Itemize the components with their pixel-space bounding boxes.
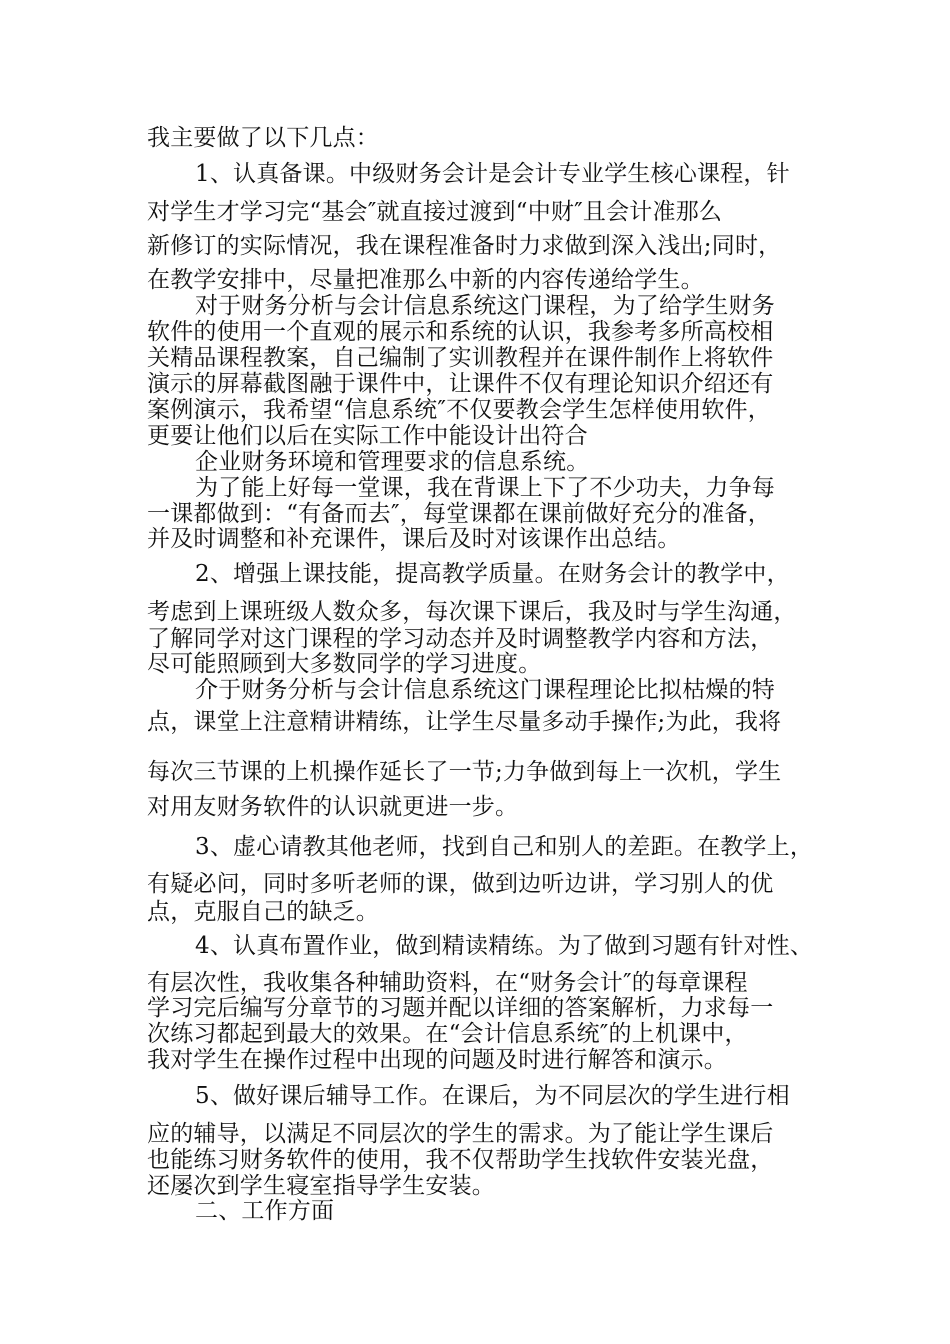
text-line: 介于财务分析与会计信息系统这门课程理论比拟枯燥的特	[195, 677, 775, 703]
text-line: 尽可能照顾到大多数同学的学习进度。	[147, 651, 542, 677]
text-line: 学习完后编写分章节的习题并配以详细的答案解析，力求每一	[147, 995, 774, 1021]
text-line: 点，克服自己的缺乏。	[147, 899, 379, 925]
text-line: 有疑必问，同时多听老师的课，做到边听边讲，学习别人的优	[147, 871, 774, 897]
text-line: 了解同学对这门课程的学习动态并及时调整教学内容和方法，	[147, 626, 774, 652]
section-heading: 二、工作方面	[195, 1198, 335, 1224]
text-line: 企业财务环境和管理要求的信息系统。	[195, 449, 590, 475]
text-line: 对于财务分析与会计信息系统这门课程，为了给学生财务	[195, 293, 775, 319]
text-line: 应的辅导，以满足不同层次的学生的需求。为了能让学生课后	[147, 1121, 774, 1147]
text-line: 关精品课程教案，自己编制了实训教程并在课件制作上将软件	[147, 345, 774, 371]
text-line: 对学生才学习完“基会″就直接过渡到“中财″且会计准那么	[147, 199, 723, 225]
text-line: 次练习都起到最大的效果。在“会计信息系统″的上机课中，	[147, 1021, 748, 1047]
text-line: 1、认真备课。中级财务会计是会计专业学生核心课程，针	[195, 161, 790, 187]
text-line: 为了能上好每一堂课，我在背课上下了不少功夫，力争每	[195, 475, 775, 501]
text-line: 考虑到上课班级人数众多，每次课下课后，我及时与学生沟通，	[147, 599, 797, 625]
text-line: 2、增强上课技能，提高教学质量。在财务会计的教学中，	[195, 561, 790, 587]
text-line: 软件的使用一个直观的展示和系统的认识，我参考多所高校相	[147, 319, 774, 345]
text-line: 我主要做了以下几点：	[147, 125, 379, 151]
text-line: 有层次性，我收集各种辅助资料，在“财务会计″的每章课程	[147, 970, 748, 996]
text-line: 4、认真布置作业，做到精读精练。为了做到习题有针对性、	[195, 933, 814, 959]
text-line: 点，课堂上注意精讲精练，让学生尽量多动手操作;为此，我将	[147, 709, 782, 735]
text-line: 对用友财务软件的认识就更进一步。	[147, 794, 519, 820]
text-line: 也能练习财务软件的使用，我不仅帮助学生找软件安装光盘，	[147, 1147, 774, 1173]
text-line: 案例演示，我希望“信息系统″不仅要教会学生怎样使用软件，	[147, 397, 771, 423]
text-line: 并及时调整和补充课件，课后及时对该课作出总结。	[147, 526, 681, 552]
text-line: 5、做好课后辅导工作。在课后，为不同层次的学生进行相	[195, 1083, 790, 1109]
text-line: 在教学安排中，尽量把准那么中新的内容传递给学生。	[147, 267, 704, 293]
text-line: 演示的屏幕截图融于课件中，让课件不仅有理论知识介绍还有	[147, 371, 774, 397]
text-line: 更要让他们以后在实际工作中能设计出符合	[147, 423, 588, 449]
text-line: 我对学生在操作过程中出现的问题及时进行解答和演示。	[147, 1047, 727, 1073]
text-line: 还屡次到学生寝室指导学生安装。	[147, 1173, 495, 1199]
text-line: 每次三节课的上机操作延长了一节;力争做到每上一次机，学生	[147, 759, 782, 785]
text-line: 新修订的实际情况，我在课程准备时力求做到深入浅出;同时，	[147, 233, 782, 259]
text-line: 3、虚心请教其他老师，找到自己和别人的差距。在教学上，	[195, 834, 814, 860]
text-line: 一课都做到：“有备而去″，每堂课都在课前做好充分的准备，	[147, 501, 771, 527]
